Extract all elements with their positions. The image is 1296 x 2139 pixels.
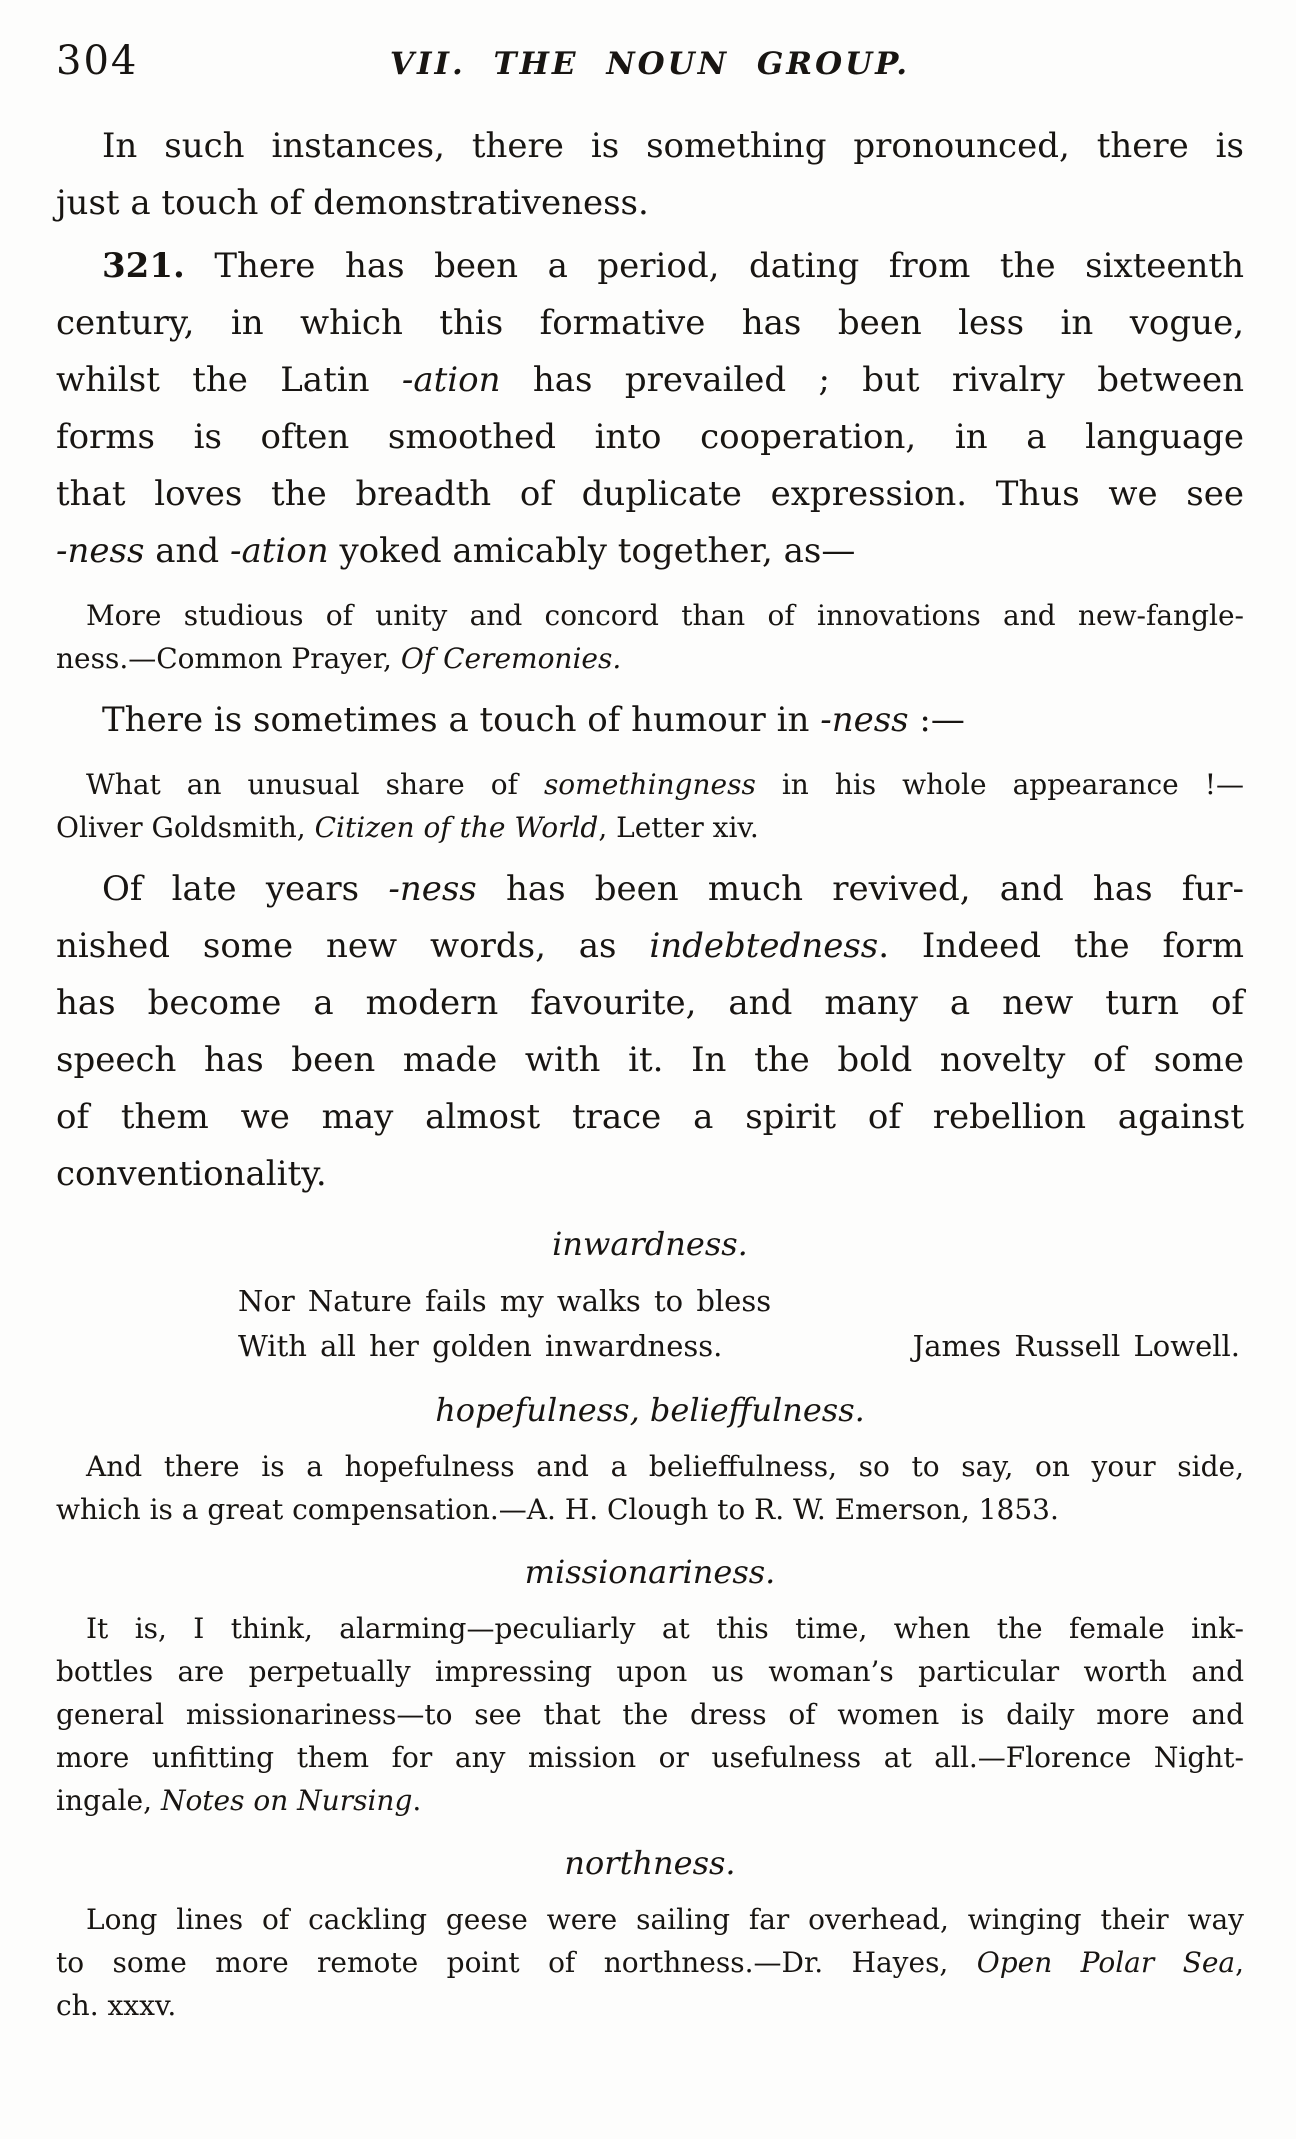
block-quote — [56, 1898, 1244, 2027]
verse-line — [238, 1279, 1244, 1324]
text-run: Oliver Goldsmith, — [56, 811, 315, 844]
text-run: . — [412, 1784, 422, 1817]
text-line — [56, 806, 1244, 849]
text-line — [56, 295, 1244, 352]
text-run: general missionariness—to see that the dress of women is daily more and — [56, 1698, 1244, 1731]
text-line — [56, 1984, 1244, 2027]
text-run: , — [1235, 1946, 1244, 1979]
word-heading — [56, 1225, 1244, 1263]
text-run: forms is often smoothed into cooperation, in a language — [56, 417, 1244, 457]
block-quote — [56, 1445, 1244, 1531]
text-run: that loves the breadth of duplicate expression. Thus we see — [56, 474, 1244, 514]
text-run: More studious of unity and concord than of innovations and new-fangle- — [86, 599, 1244, 632]
text-run: to some more remote point of northness.—Dr. Hayes, — [56, 1946, 977, 1979]
text-run: northness. — [564, 1844, 736, 1882]
text-run: -ness — [388, 869, 477, 909]
text-run: and — [144, 531, 230, 571]
text-line — [56, 1445, 1244, 1488]
text-line — [56, 1607, 1244, 1650]
text-run: conventionality. — [56, 1154, 327, 1194]
text-run: There has been a period, dating from the sixteenth — [184, 246, 1244, 286]
text-line — [56, 1844, 1244, 1882]
text-run: Open Polar Sea — [976, 1946, 1236, 1979]
text-line — [56, 466, 1244, 523]
page-content — [56, 118, 1244, 2027]
text-run: . Indeed the form — [878, 926, 1244, 966]
text-run: inwardness. — [552, 1225, 748, 1263]
text-line — [56, 692, 1244, 749]
word-heading — [56, 1391, 1244, 1429]
text-run: -ness — [820, 700, 909, 740]
text-run: What an unusual share of — [86, 768, 544, 801]
text-run: has prevailed ; but rivalry between — [500, 360, 1245, 400]
text-line — [56, 861, 1244, 918]
text-run: Notes on Nursing — [160, 1784, 413, 1817]
text-run: -ation — [401, 360, 501, 400]
text-line — [56, 523, 1244, 580]
text-line — [56, 918, 1244, 975]
text-line — [56, 637, 1244, 680]
text-run: somethingness — [543, 768, 756, 801]
page-number: 304 — [56, 38, 139, 84]
text-run: Of Ceremonies. — [400, 642, 622, 675]
text-run: in his whole appearance !— — [755, 768, 1244, 801]
text-run: There is sometimes a touch of humour in — [102, 700, 821, 740]
paragraph — [56, 238, 1244, 580]
text-line — [56, 594, 1244, 637]
word-heading — [56, 1844, 1244, 1882]
text-run: speech has been made with it. In the bold novelty of some — [56, 1040, 1244, 1080]
text-line — [56, 1736, 1244, 1779]
word-heading — [56, 1553, 1244, 1591]
text-line — [56, 1146, 1244, 1203]
text-run: indebtedness — [649, 926, 879, 966]
text-run: In such instances, there is something pronounced, there is — [102, 126, 1244, 166]
text-run: , Letter xiv. — [598, 811, 759, 844]
text-line — [56, 175, 1244, 232]
text-run: missionariness. — [524, 1553, 776, 1591]
text-run: And there is a hopefulness and a belieffulness, so to say, on your side, — [86, 1450, 1244, 1483]
text-line — [56, 1391, 1244, 1429]
text-line — [56, 409, 1244, 466]
text-line — [56, 975, 1244, 1032]
text-run: 321. — [102, 246, 185, 286]
text-run: of them we may almost trace a spirit of rebellion against — [56, 1097, 1244, 1137]
text-line — [56, 1225, 1244, 1263]
block-quote — [56, 1607, 1244, 1822]
text-run: Of late years — [102, 869, 389, 909]
text-run: With all her golden inwardness. — [238, 1329, 723, 1363]
block-quote — [56, 763, 1244, 849]
text-run: has been much revived, and has fur- — [476, 869, 1244, 909]
text-line — [56, 1779, 1244, 1822]
text-run: -ness — [56, 531, 145, 571]
verse-block — [56, 1279, 1244, 1369]
text-run: more unfitting them for any mission or usefulness at all.—Florence Night- — [56, 1741, 1244, 1774]
text-run: which is a great compensation.—A. H. Clough to R. W. Emerson, 1853. — [56, 1493, 1059, 1526]
text-run: hopefulness, belieffulness. — [435, 1391, 865, 1429]
text-run: yoked amicably together, as— — [328, 531, 856, 571]
page-header — [56, 38, 1244, 84]
text-run: ness.—Common Prayer, — [56, 642, 401, 675]
text-line — [56, 238, 1244, 295]
text-line — [56, 1089, 1244, 1146]
text-run: :— — [908, 700, 965, 740]
running-title: VII. THE NOUN GROUP. — [389, 46, 911, 82]
text-line — [56, 1488, 1244, 1531]
paragraph — [56, 861, 1244, 1203]
text-run: has become a modern favourite, and many a new turn of — [56, 983, 1244, 1023]
text-run: Citizen of the World — [314, 811, 599, 844]
text-line — [56, 118, 1244, 175]
text-run: It is, I think, alarming—peculiarly at this time, when the female ink- — [86, 1612, 1244, 1645]
text-run: ingale, — [56, 1784, 161, 1817]
paragraph — [56, 692, 1244, 749]
paragraph — [56, 118, 1244, 232]
text-line — [56, 1553, 1244, 1591]
text-run: whilst the Latin — [56, 360, 402, 400]
text-run: Nor Nature fails my walks to bless — [238, 1284, 772, 1318]
text-line — [56, 1650, 1244, 1693]
text-run: ch. xxxv. — [56, 1989, 177, 2022]
text-run: nished some new words, as — [56, 926, 650, 966]
text-line — [56, 1941, 1244, 1984]
text-line — [56, 1693, 1244, 1736]
text-run: Long lines of cackling geese were sailing far overhead, winging their way — [86, 1903, 1244, 1936]
text-line — [56, 763, 1244, 806]
text-run: -ation — [229, 531, 329, 571]
text-line — [56, 1898, 1244, 1941]
block-quote — [56, 594, 1244, 680]
text-line — [56, 1032, 1244, 1089]
text-run: bottles are perpetually impressing upon us woman’s particular worth and — [56, 1655, 1244, 1688]
text-run: just a touch of demonstrativeness. — [56, 183, 649, 223]
text-run: century, in which this formative has been less in vogue, — [56, 303, 1244, 343]
text-line — [56, 352, 1244, 409]
verse-attribution: James Russell Lowell. — [912, 1329, 1240, 1363]
